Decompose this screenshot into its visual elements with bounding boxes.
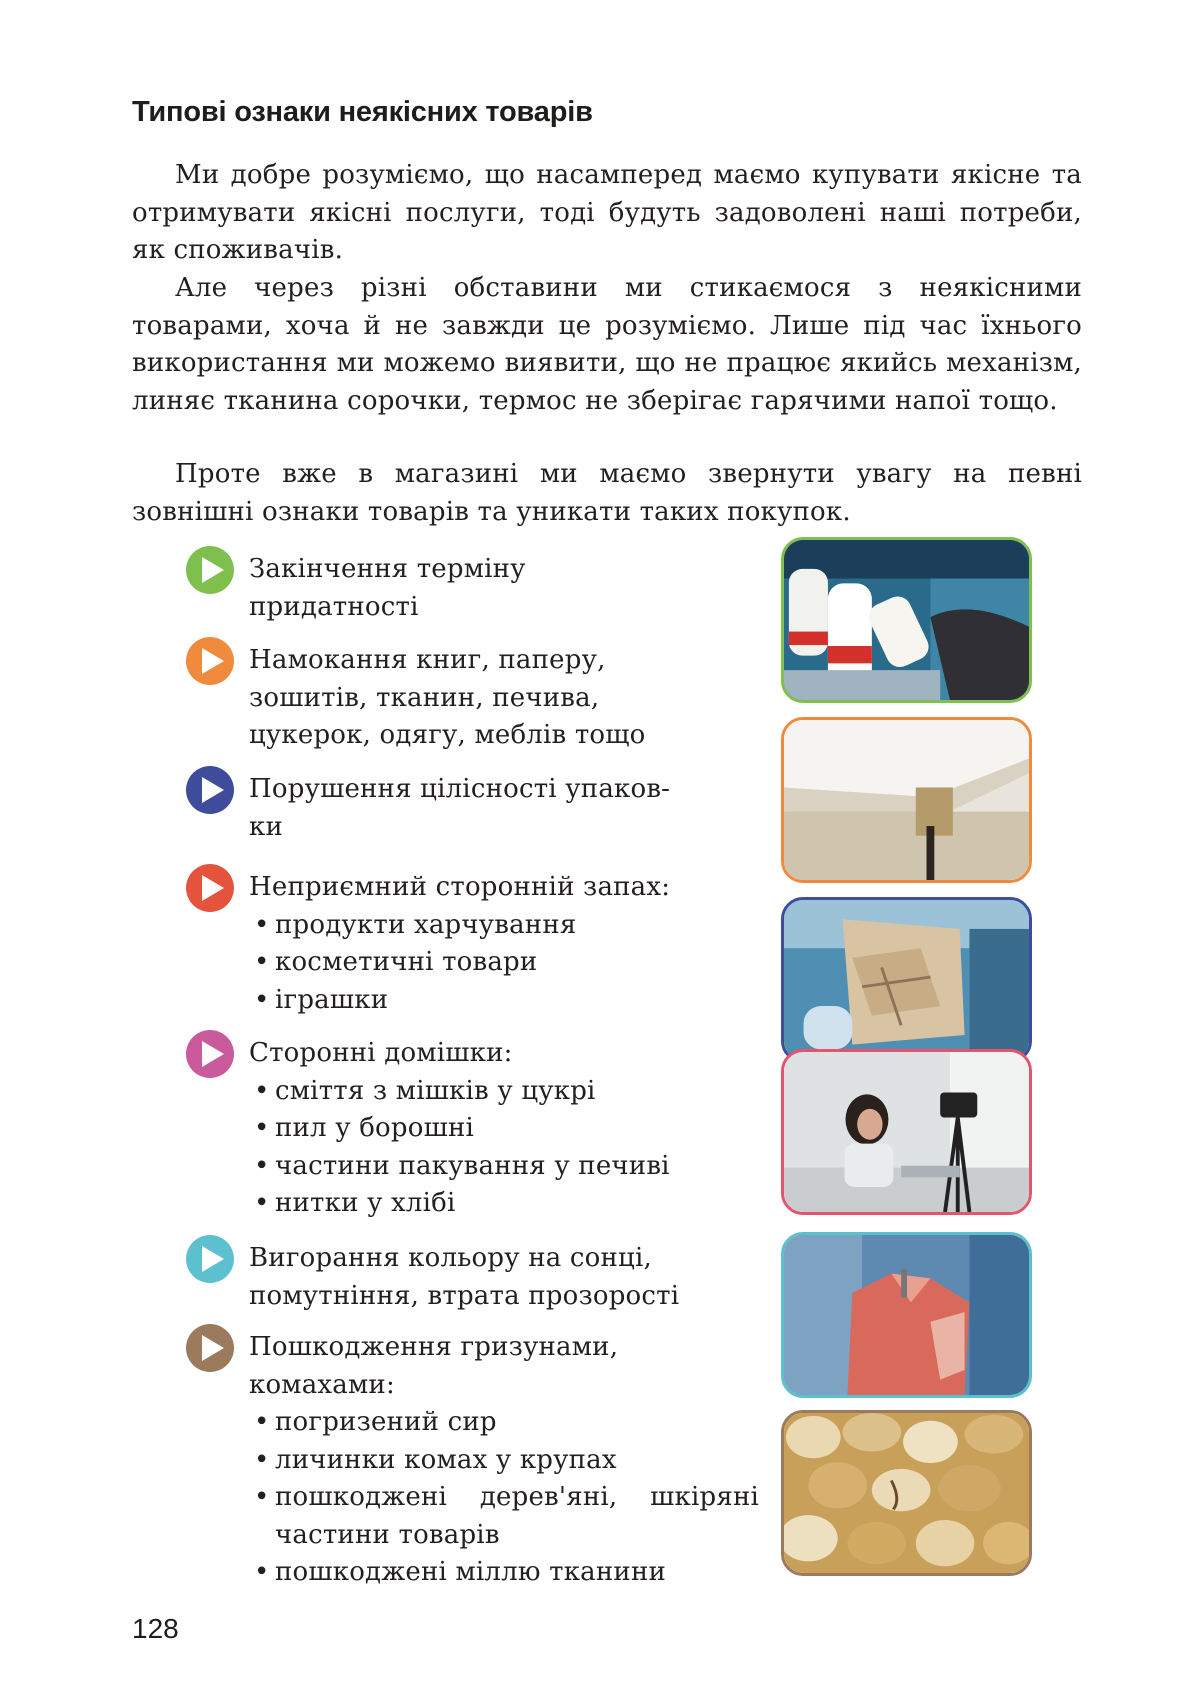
item-bullet: • сміття з мішків у цукрі	[249, 1073, 759, 1111]
item-bullet: • погризений сир	[249, 1404, 759, 1442]
item-title-line: Пошкодження гризунами,	[249, 1332, 619, 1362]
play-arrow-icon	[186, 637, 234, 685]
item-title-line: Неприємний сторонній запах:	[249, 872, 671, 902]
item-title-line: ки	[249, 811, 283, 842]
play-arrow-icon	[186, 546, 234, 594]
item-bullet: • пошкоджені дерев'яні, шкіряні частини товарів	[249, 1479, 759, 1554]
milk-bottles-photo	[781, 537, 1032, 703]
wet-shelf-photo	[781, 717, 1032, 883]
woman-blogger-photo	[781, 1049, 1032, 1215]
damaged-box-photo	[781, 897, 1032, 1063]
item-title-line: придатності	[249, 591, 419, 622]
item-title-line: Сторонні домішки:	[249, 1038, 513, 1068]
play-arrow-icon	[186, 1030, 234, 1078]
play-arrow-icon	[186, 864, 234, 912]
intro-paragraph-3: Проте вже в магазині ми маємо звернути увагу на певні зовнішні ознаки товарів та уникати таких покупок.	[132, 459, 1082, 527]
item-bullet: • частини пакування у печиві	[249, 1148, 759, 1186]
item-title-line: помутніння, втрата прозорості	[249, 1280, 680, 1311]
play-arrow-icon	[186, 1235, 234, 1283]
item-title-line: цукерок, одягу, меблів тощо	[249, 720, 646, 750]
play-arrow-icon	[186, 766, 234, 814]
item-bullet: • косметичні товари	[249, 944, 759, 982]
grain-kernels-photo	[781, 1410, 1032, 1576]
faded-shirt-photo	[781, 1232, 1032, 1398]
item-bullet: • нитки у хлібі	[249, 1185, 759, 1223]
item-bullet: • пил у борошні	[249, 1110, 759, 1148]
item-bullet: • личинки комах у крупах	[249, 1442, 759, 1480]
play-arrow-icon	[186, 1324, 234, 1372]
item-title-line: Намокання книг, паперу,	[249, 645, 606, 675]
item-title-line: зошитів, тканин, печива,	[249, 682, 600, 713]
item-bullet: • іграшки	[249, 982, 759, 1020]
item-title-line: комахами:	[249, 1369, 395, 1400]
item-title-line: Вигорання кольору на сонці,	[249, 1243, 652, 1273]
intro-paragraph-1: Ми добре розуміємо, що насамперед маємо купувати якісне та отримувати якісні послуги, тоді будуть задоволені наші потреби, як споживачів.	[132, 160, 1082, 265]
item-title-line: Закінчення терміну	[249, 554, 526, 584]
item-title-line: Порушення цілісності упаков-	[249, 774, 671, 804]
page-number: 128	[132, 1613, 179, 1644]
item-bullet: • пошкоджені міллю тканини	[249, 1554, 759, 1592]
item-bullet: • продукти харчування	[249, 907, 759, 945]
intro-paragraph-2: Але через різні обставини ми стикаємося з неякісними товарами, хоча й не завжди це розуміємо. Лише під час їхнього використання ми можемо виявити, що не працює якийсь механізм, линяє тканина сорочки, термос не зберігає гарячими напої тощо.	[132, 273, 1082, 416]
section-heading: Типові ознаки неякісних товарів	[132, 96, 593, 128]
